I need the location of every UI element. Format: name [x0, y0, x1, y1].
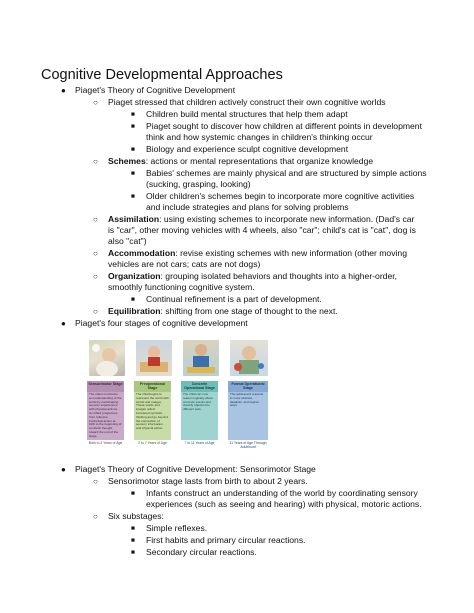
bullet-square: ■ [131, 123, 135, 130]
outline-item: Infants construct an understanding of the world by coordinating sensory [146, 488, 418, 498]
page-title: Cognitive Developmental Approaches [41, 67, 283, 83]
toddler-photo [136, 340, 172, 376]
outline-item: Older children's schemes begin to incorporate more cognitive activities [146, 191, 415, 201]
term-schemes: Schemes [108, 156, 146, 166]
stage-column-sensorimotor [87, 381, 124, 446]
bullet-square: ■ [131, 490, 135, 497]
def-organization: : grouping isolated behaviors and thoughts into a higher-order, [160, 271, 398, 281]
stage-name: Formal Operational Stage [228, 381, 268, 392]
infant-photo [89, 340, 125, 376]
bullet-circle: ○ [93, 307, 98, 316]
stage-description: The child begins to represent the world with words and images. These words and images reflect increased symbolic thinking and go beyond the connection of sensory information and physical action. [134, 392, 171, 440]
def-equilibration: : shifting from one stage of thought to the next. [160, 306, 338, 316]
outline-item: Piaget's Theory of Cognitive Development: Sensorimotor Stage [75, 464, 316, 474]
bullet-circle: ○ [93, 98, 98, 107]
stage-age: 11 Years of Age Through Adulthood [229, 441, 267, 449]
bullet-square: ■ [131, 146, 135, 153]
outline-item-cont: is "car", other moving vehicles with 4 wheels, also "car"; child's cat is "cat", dog is [108, 225, 416, 235]
def-accommodation: : revise existing schemes with new information (other moving [175, 248, 407, 258]
outline-item-schemes [108, 156, 373, 167]
outline-item-assimilation [108, 214, 414, 225]
term-assimilation: Assimilation [108, 214, 160, 224]
def-assimilation: : using existing schemes to incorporate new information. (Dad's car [159, 214, 415, 224]
outline-item-cont: think and how systemic changes in children's thinking occur [146, 132, 373, 142]
def-schemes: : actions or mental representations that organize knowledge [145, 156, 374, 166]
stage-name: Concrete Operational Stage [181, 381, 218, 392]
outline-item: Simple reflexes. [146, 523, 208, 533]
outline-item: Biology and experience sculpt cognitive development [146, 144, 349, 154]
bullet-circle: ○ [93, 215, 98, 224]
bullet-square: ■ [131, 525, 135, 532]
term-organization: Organization [108, 271, 161, 281]
outline-item: First habits and primary circular reactions. [146, 535, 306, 545]
stage-column-formal-operational [228, 381, 268, 449]
child-photo [183, 340, 219, 376]
bullet-circle: ○ [93, 272, 98, 281]
outline-item: Piaget sought to discover how children at different points in development [146, 121, 422, 131]
bullet-dot: ● [61, 319, 66, 328]
stage-description: The child can now reason logically about concrete events and classify objects into different sets. [181, 392, 218, 440]
stage-description: The adolescent reasons in more abstract, idealistic, and logical ways. [228, 392, 268, 440]
bullet-square: ■ [131, 111, 135, 118]
outline-item-cont: smoothly functioning cognitive system. [108, 282, 255, 292]
bullet-square: ■ [131, 170, 135, 177]
outline-item-cont: also "cat") [108, 236, 147, 246]
stage-age: 2 to 7 Years of Age [138, 441, 167, 445]
stage-column-concrete-operational [181, 381, 218, 446]
outline-item: Sensorimotor stage lasts from birth to about 2 years. [108, 476, 308, 486]
outline-item-equilibration [108, 306, 338, 317]
outline-item-cont: and include strategies and plans for solving problems [146, 202, 349, 212]
bullet-dot: ● [61, 86, 66, 95]
adolescent-photo [230, 340, 268, 376]
bullet-circle: ○ [93, 249, 98, 258]
outline-item: Children build mental structures that help them adapt [146, 109, 348, 119]
bullet-square: ■ [131, 296, 135, 303]
outline-item-cont: experiences (such as seeing and hearing) with physical, motoric actions. [146, 499, 422, 509]
bullet-circle: ○ [93, 512, 98, 521]
outline-item: Babies' schemes are mainly physical and are structured by simple actions [146, 168, 427, 178]
stage-name: Preoperational Stage [134, 381, 171, 392]
bullet-circle: ○ [93, 477, 98, 486]
bullet-dot: ● [61, 465, 66, 474]
bullet-square: ■ [131, 537, 135, 544]
bullet-square: ■ [131, 549, 135, 556]
outline-item: Six substages: [108, 511, 164, 521]
outline-item: Piaget's Theory of Cognitive Development [75, 85, 236, 95]
outline-item-cont: vehicles are not cars; cats are not dogs) [108, 259, 261, 269]
bullet-square: ■ [131, 193, 135, 200]
outline-item: Continual refinement is a part of development. [146, 294, 322, 304]
outline-item: Secondary circular reactions. [146, 547, 257, 557]
outline-item-cont: (sucking, grasping, looking) [146, 179, 251, 189]
bullet-circle: ○ [93, 157, 98, 166]
stage-description: The infant constructs an understanding of the world by coordinating sensory experiences with physical actions. An infant progresses from reflexive, instinctual action at birth to the beginning of symbolic thought toward the end of the stage. [87, 392, 124, 440]
outline-item-organization [108, 271, 397, 282]
stages-figure [87, 340, 277, 455]
stage-age: 7 to 11 Years of Age [184, 441, 215, 445]
stage-age: Birth to 2 Years of Age [88, 441, 123, 445]
outline-item: Piaget stressed that children actively construct their own cognitive worlds [108, 97, 386, 107]
stage-name: Sensorimotor Stage [87, 381, 124, 392]
term-accommodation: Accommodation [108, 248, 176, 258]
term-equilibration: Equilibration [108, 306, 161, 316]
stage-column-preoperational [134, 381, 171, 446]
outline-item: Piaget's four stages of cognitive development [75, 318, 248, 328]
outline-item-accommodation [108, 248, 407, 259]
